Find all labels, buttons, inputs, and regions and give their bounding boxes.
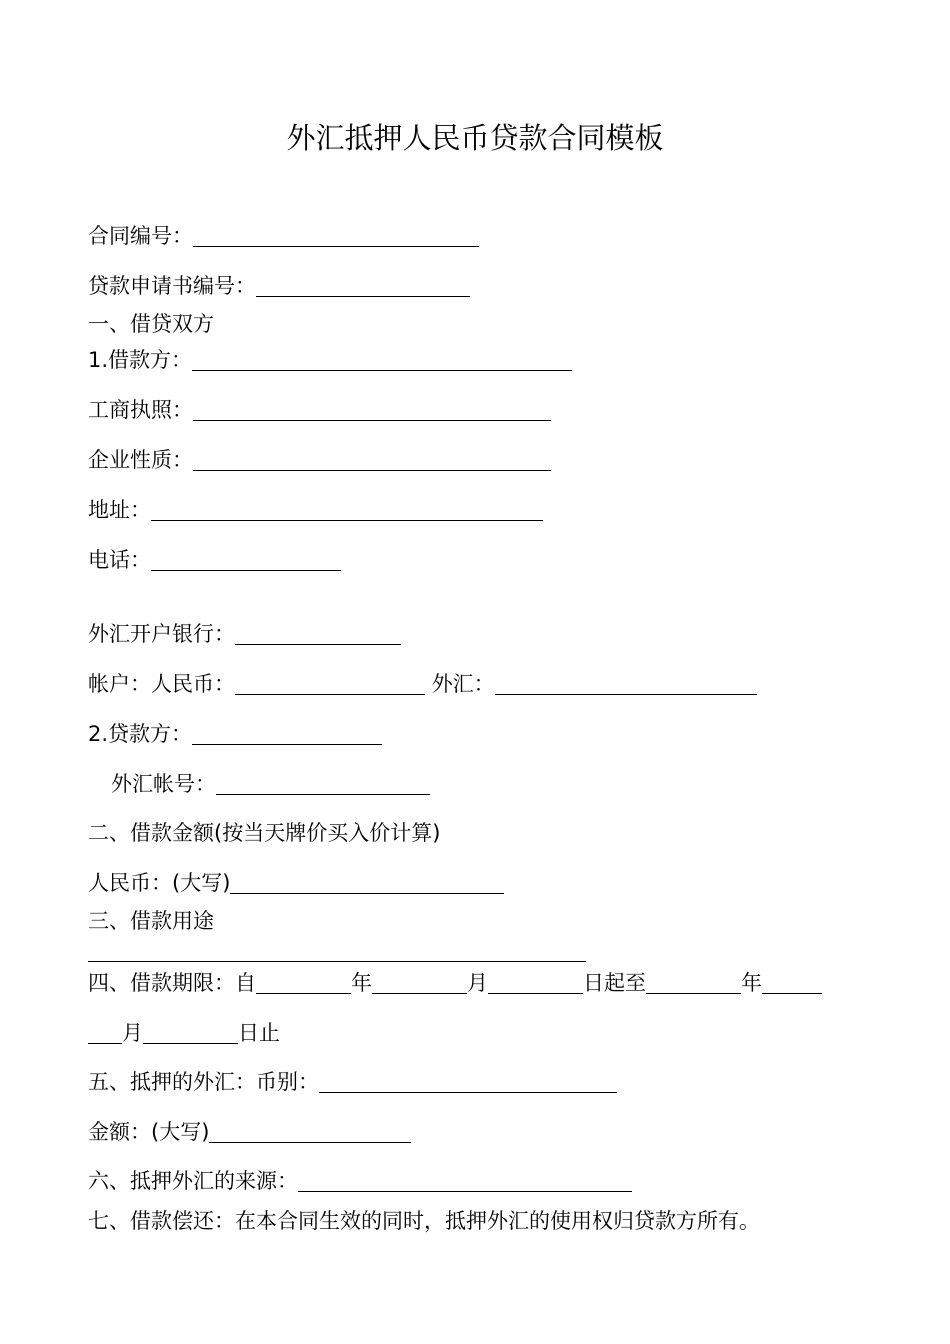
month-label: 月 bbox=[467, 971, 488, 995]
address-label: 地址： bbox=[88, 498, 151, 522]
business-license-line bbox=[88, 395, 551, 425]
fx-account-line bbox=[111, 769, 430, 799]
fx-bank-field[interactable] bbox=[235, 622, 401, 645]
fx-source-label: 六、抵押外汇的来源： bbox=[88, 1169, 298, 1193]
fx-account-label: 外汇帐号： bbox=[111, 772, 216, 796]
application-number-field[interactable] bbox=[256, 274, 470, 297]
fx-source-field[interactable] bbox=[298, 1169, 632, 1192]
account-line bbox=[88, 669, 757, 699]
amount-field[interactable] bbox=[209, 1120, 411, 1143]
enterprise-nature-label: 企业性质： bbox=[88, 448, 193, 472]
rmb-amount-field[interactable] bbox=[230, 871, 504, 894]
account-rmb-field[interactable] bbox=[235, 672, 425, 695]
business-license-field[interactable] bbox=[193, 398, 551, 421]
document-title: 外汇抵押人民币贷款合同模板 bbox=[286, 121, 664, 155]
currency-type-field[interactable] bbox=[319, 1070, 617, 1093]
lender-field[interactable] bbox=[192, 722, 382, 745]
application-number-label: 贷款申请书编号： bbox=[88, 274, 256, 298]
end-month-field-part1[interactable] bbox=[762, 971, 822, 994]
business-license-label: 工商执照： bbox=[88, 398, 193, 422]
contract-number-line bbox=[88, 221, 479, 251]
lender-label: 2.贷款方： bbox=[88, 722, 193, 746]
pledged-fx-label: 五、抵押的外汇：币别： bbox=[88, 1070, 319, 1094]
enterprise-nature-line bbox=[88, 445, 551, 475]
loan-purpose-field[interactable] bbox=[88, 939, 586, 962]
enterprise-nature-field[interactable] bbox=[193, 448, 551, 471]
end-month-field-part2[interactable] bbox=[88, 1021, 122, 1044]
phone-field[interactable] bbox=[151, 548, 341, 571]
borrower-field[interactable] bbox=[192, 348, 572, 371]
phone-line bbox=[88, 545, 341, 575]
end-year-field[interactable] bbox=[646, 971, 741, 994]
fx-bank-label: 外汇开户银行： bbox=[88, 622, 235, 646]
contract-number-label: 合同编号： bbox=[88, 224, 193, 248]
lender-line bbox=[88, 719, 382, 749]
amount-line bbox=[88, 1117, 411, 1147]
section-7-repayment: 七、借款偿还：在本合同生效的同时，抵押外汇的使用权归贷款方所有。 bbox=[88, 1209, 760, 1233]
year-label: 年 bbox=[351, 971, 372, 995]
rmb-amount-line bbox=[88, 868, 504, 898]
end-month-label: 月 bbox=[122, 1021, 143, 1045]
end-day-field[interactable] bbox=[143, 1021, 238, 1044]
day-from-label: 日起至 bbox=[583, 971, 646, 995]
start-year-field[interactable] bbox=[256, 971, 351, 994]
start-day-field[interactable] bbox=[488, 971, 583, 994]
section-3-heading: 三、借款用途 bbox=[88, 909, 214, 933]
borrower-line bbox=[88, 345, 572, 375]
section-2-heading: 二、借款金额(按当天牌价买入价计算) bbox=[88, 821, 441, 845]
account-fx-field[interactable] bbox=[495, 672, 757, 695]
address-line bbox=[88, 495, 543, 525]
account-fx-label: 外汇： bbox=[431, 672, 495, 696]
end-year-label: 年 bbox=[741, 971, 762, 995]
phone-label: 电话： bbox=[88, 548, 151, 572]
loan-term-line bbox=[88, 968, 822, 998]
start-month-field[interactable] bbox=[372, 971, 467, 994]
loan-purpose-line bbox=[88, 936, 586, 966]
loan-term-label: 四、借款期限：自 bbox=[88, 971, 256, 995]
amount-label: 金额：(大写) bbox=[88, 1120, 210, 1144]
fx-source-line bbox=[88, 1166, 632, 1196]
section-1-heading: 一、借贷双方 bbox=[88, 312, 214, 336]
borrower-label: 1.借款方： bbox=[88, 348, 193, 372]
loan-term-line-2 bbox=[88, 1018, 280, 1048]
account-rmb-label: 帐户：人民币： bbox=[88, 672, 235, 696]
fx-account-field[interactable] bbox=[216, 772, 430, 795]
contract-number-field[interactable] bbox=[193, 224, 479, 247]
pledged-fx-line bbox=[88, 1067, 617, 1097]
address-field[interactable] bbox=[151, 498, 543, 521]
rmb-amount-label: 人民币：(大写) bbox=[88, 871, 231, 895]
application-number-line bbox=[88, 271, 470, 301]
fx-bank-line bbox=[88, 619, 401, 649]
day-end-label: 日止 bbox=[238, 1021, 280, 1045]
